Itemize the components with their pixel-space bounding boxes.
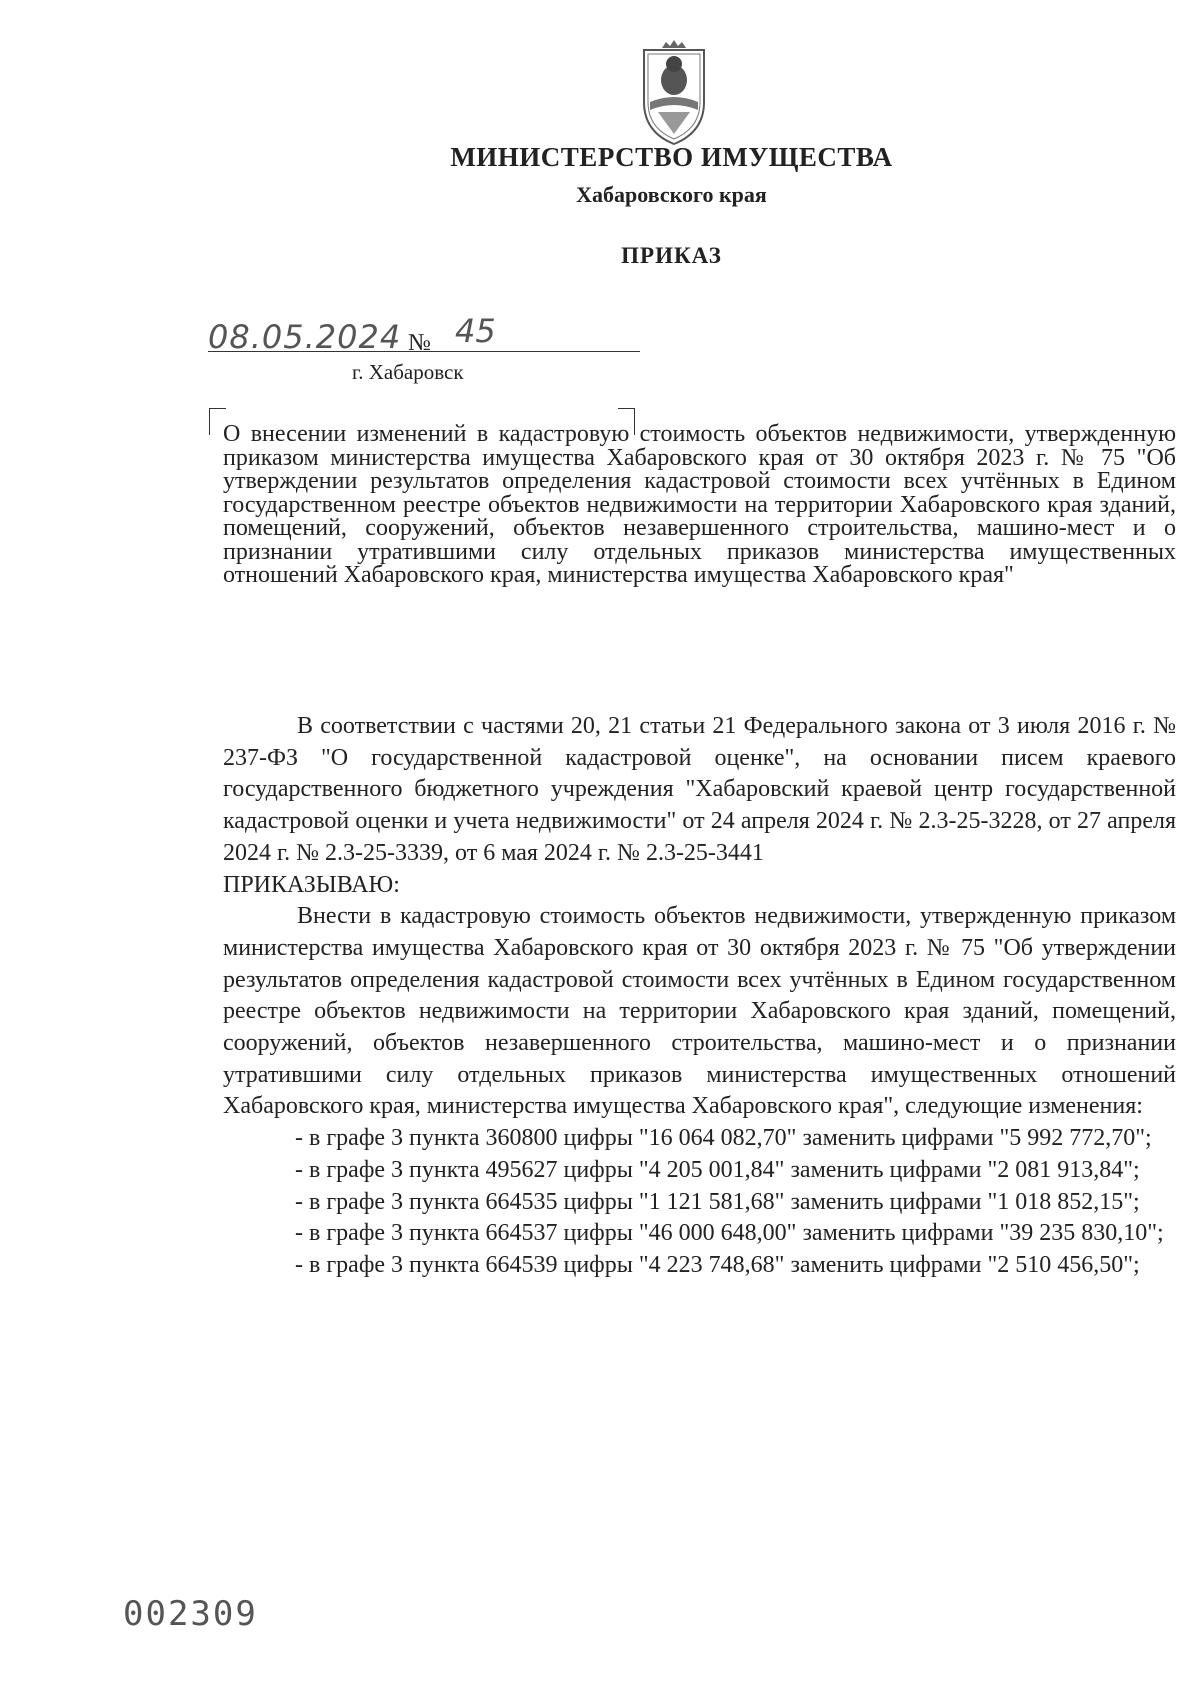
- region-subtitle: Хабаровского края: [576, 182, 767, 207]
- list-item: - в графе 3 пункта 495627 цифры "4 205 001,84" заменить цифрами "2 081 913,84";: [295, 1156, 1140, 1183]
- handwritten-number: 45: [455, 312, 496, 350]
- document-type-title: ПРИКАЗ: [621, 243, 722, 268]
- order-subject: О внесении изменений в кадастровую стоимость объектов недвижимости, утвержденную приказом министерства имущества Хабаровского края от 30 октября 2023 г. № 75 "Об утверждении результатов определения кадастровой стоимости всех учтённых в Едином государственном реестре объектов недвижимости на территории Хабаровского края зданий, помещений, сооружений, объектов незавершенного строительства, машино-мест и о признании утратившими силу отдельных приказов министерства имущественных отношений Хабаровского края, министерства имущества Хабаровского края": [223, 421, 1176, 588]
- list-item: - в графе 3 пункта 360800 цифры "16 064 082,70" заменить цифрами "5 992 772,70";: [295, 1125, 1152, 1152]
- ministry-title: МИНИСТЕРСТВО ИМУЩЕСТВА: [450, 142, 893, 172]
- document-serial-number: 002309: [123, 1594, 258, 1634]
- order-body: [223, 711, 1176, 1282]
- directive-paragraph: Внести в кадастровую стоимость объектов недвижимости, утвержденную приказом министерства имущества Хабаровского края от 30 октября 2023 г. № 75 "Об утверждении результатов определения кадастровой стоимости всех учтённых в Едином государственном реестре объектов недвижимости на территории Хабаровского края зданий, помещений, сооружений, объектов незавершенного строительства, машино-мест и о признании утратившими силу отдельных приказов министерства имущественных отношений Хабаровского края, министерства имущества Хабаровского края", следующие изменения:: [223, 903, 1176, 1120]
- preamble-paragraph: В соответствии с частями 20, 21 статьи 21 Федерального закона от 3 июля 2016 г. № 237-ФЗ "О государственной кадастровой оценке", на основании писем краевого государственного бюджетного учреждения "Хабаровский краевой центр государственной кадастровой оценки и учета недвижимости" от 24 апреля 2024 г. № 2.3-25-3228, от 27 апреля 2024 г. № 2.3-25-3339, от 6 мая 2024 г. № 2.3-25-3441: [223, 713, 1176, 866]
- order-word: ПРИКАЗЫВАЮ:: [223, 871, 400, 898]
- date-number-underline: [208, 351, 640, 352]
- handwritten-date: 08.05.2024: [208, 318, 402, 356]
- list-item: - в графе 3 пункта 664539 цифры "4 223 748,68" заменить цифрами "2 510 456,50";: [295, 1251, 1140, 1278]
- city-label: г. Хабаровск: [352, 360, 464, 384]
- list-item: - в графе 3 пункта 664535 цифры "1 121 581,68" заменить цифрами "1 018 852,15";: [295, 1188, 1140, 1215]
- number-sign: №: [408, 330, 431, 356]
- coat-of-arms-icon: [636, 40, 712, 148]
- list-item: - в графе 3 пункта 664537 цифры "46 000 648,00" заменить цифрами "39 235 830,10";: [295, 1220, 1164, 1247]
